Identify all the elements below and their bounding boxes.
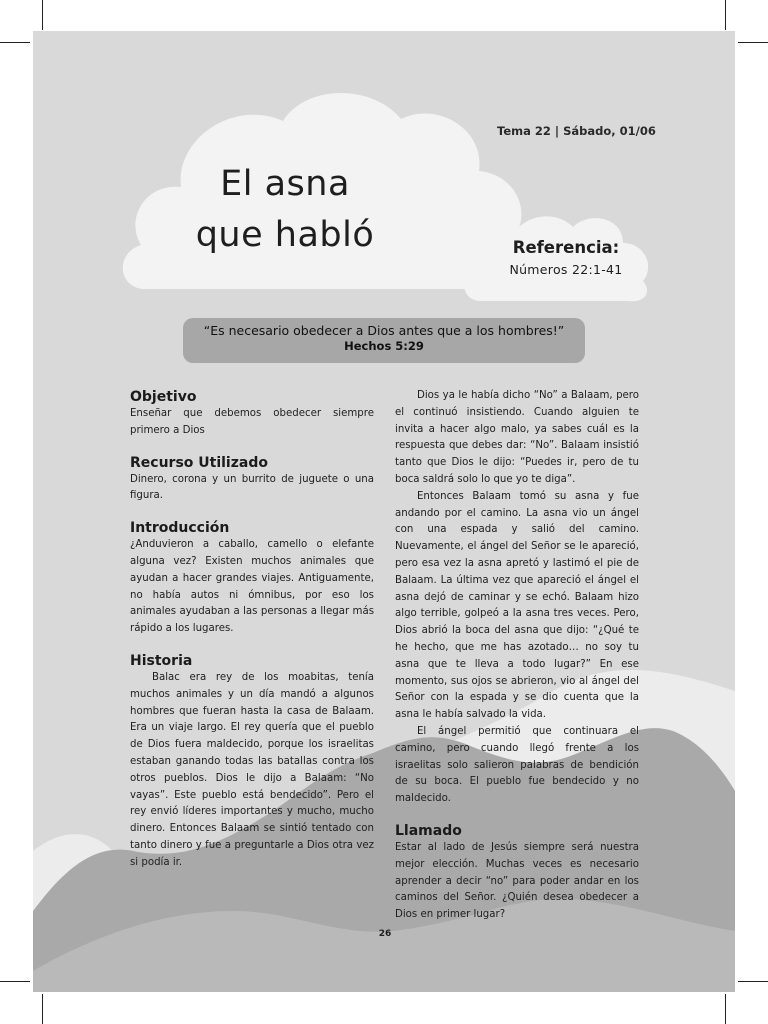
objetivo-text: Enseñar que debemos obedecer siempre primero a Dios	[130, 408, 374, 436]
introduccion-text: ¿Anduvieron a caballo, camello o elefante alguna vez? Existen muchos animales que ayudan a hacer grandes viajes. Antiguamente, no había autos ni ómnibus, por eso los animales ayudaban a las personas a llegar más rápido a los lugares.	[130, 539, 374, 635]
verse-quote: “Es necesario obedecer a Dios antes que a los hombres!”	[203, 323, 565, 338]
title-line-2: que habló	[195, 215, 375, 255]
llamado-text: Estar al lado de Jesús siempre será nuestra mejor elección. Muchas veces es necesario aprender a decir “no” para poder andar en los caminos del Señor. ¿Quién desea obedecer a Dios en primer lugar?	[395, 841, 639, 921]
document-page	[33, 31, 735, 992]
crop-mark	[725, 994, 726, 1024]
crop-mark	[738, 981, 768, 982]
verse-reference: Hechos 5:29	[344, 339, 424, 353]
section-heading-introduccion: Introducción	[130, 520, 230, 537]
section-heading-objetivo: Objetivo	[130, 389, 197, 405]
title-line-1: El asna	[220, 164, 350, 204]
reference-heading: Referencia:	[512, 238, 620, 257]
historia-paragraph-1: Balac era rey de los moabitas, tenía muchos animales y un día mandó a algunos hombres que fueran hasta la casa de Balaam. Era un viaje largo. El rey quería que el pueblo de Dios fuera maldecido, porque los israelitas estaban ganando todas las batallas contra los otros pueblos. Dios le dijo a Balaam: “No vayas”. Este pueblo está bendecido”. Pero el rey envió líderes importantes y mucho, mucho dinero. Entonces Balaam se sintió tentado con tanto dinero y fue a preguntarle a Dios otra vez si podía ir.	[130, 671, 374, 868]
crop-mark	[42, 0, 43, 30]
historia-paragraph-3: Entonces Balaam tomó su asna y fue andando por el camino. La asna vio un ángel con una espada y salió del camino. Nuevamente, el ángel del Señor se le apareció, pero esa vez la asna apretó y lastimó el pie de Balaam. La última vez que apareció el ángel el asna dejó de caminar y se echó. Balaam hizo algo terrible, golpeó a la asna tres veces. Pero, Dios abrió la boca del asna que dijo: “¿Qué te he hecho, que me has azotado… no soy tu asna que te lleva a todo lugar?” En ese momento, sus ojos se abrieron, vio al ángel del Señor con la espada y se dio cuenta que la asna le había salvado la vida.	[395, 490, 639, 721]
crop-mark	[738, 42, 768, 43]
recurso-text: Dinero, corona y un burrito de juguete o una figura.	[130, 473, 374, 502]
crop-mark	[42, 994, 43, 1024]
section-heading-llamado: Llamado	[395, 822, 462, 839]
memory-verse-box	[183, 318, 585, 363]
crop-mark	[0, 42, 30, 43]
crop-mark	[0, 981, 30, 982]
reference-text: Números 22:1-41	[509, 262, 623, 277]
page-title	[185, 159, 385, 261]
page-number: 26	[378, 929, 392, 939]
section-heading-recurso: Recurso Utilizado	[130, 454, 268, 471]
section-heading-historia: Historia	[130, 652, 193, 669]
historia-paragraph-2: Dios ya le había dicho “No” a Balaam, pero el continuó insistiendo. Cuando alguien te invita a hacer algo malo, ya sabes cuál es la respuesta que debes dar: “No”. Balaam insistió tanto que Dios le dijo: “Puedes ir, pero de tu boca saldrá solo lo que yo te diga”.	[395, 390, 639, 485]
lesson-tag: Tema 22 | Sábado, 01/06	[497, 124, 656, 138]
right-column	[395, 388, 639, 924]
left-column	[130, 388, 374, 872]
historia-paragraph-4: El ángel permitió que continuara el camino, pero cuando llegó frente a los israelitas solo salieron palabras de bendición de su boca. El pueblo fue bendecido y no maldecido.	[395, 725, 639, 805]
crop-mark	[725, 0, 726, 30]
